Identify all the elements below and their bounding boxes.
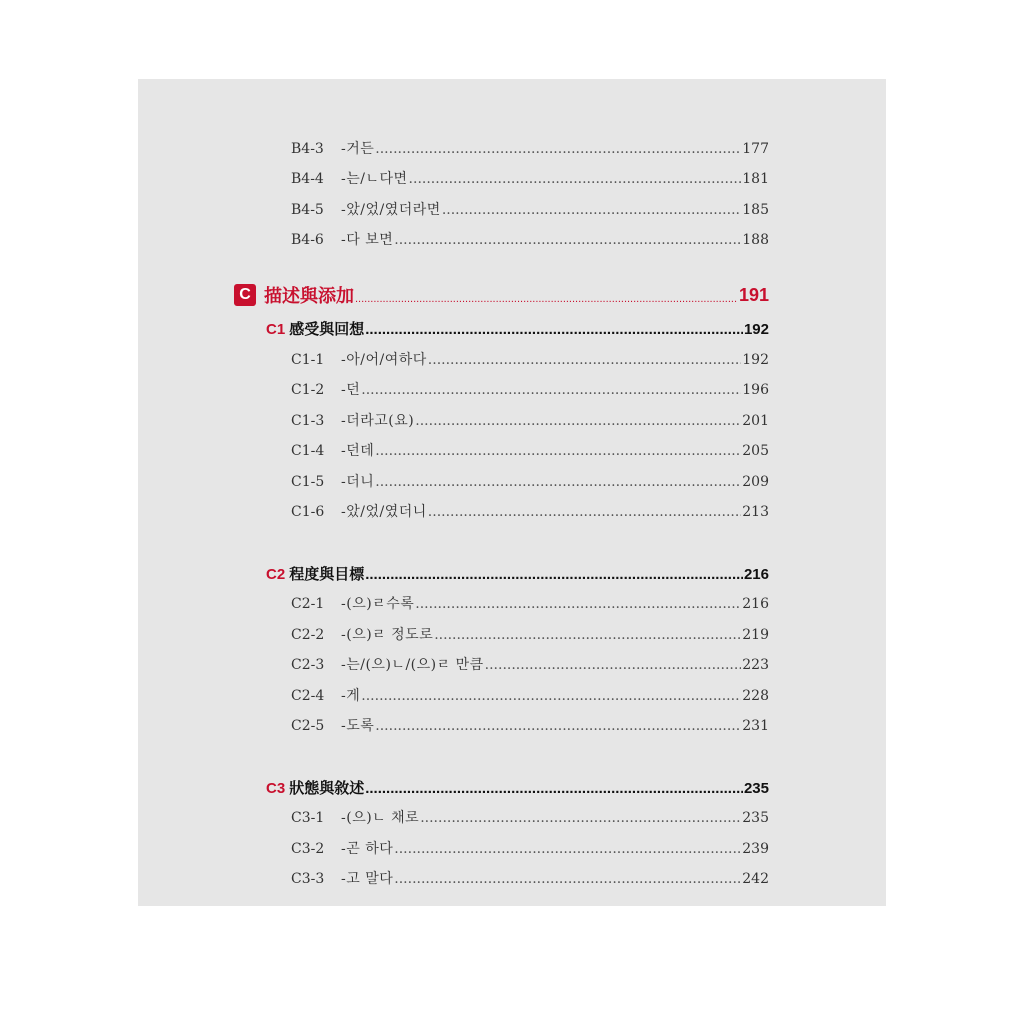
toc-entry	[291, 685, 769, 705]
toc-entry	[291, 349, 769, 369]
entry-page: 216	[742, 596, 769, 612]
toc-entry	[291, 868, 769, 888]
entry-code: C3-1	[291, 810, 325, 826]
dot-leader	[361, 382, 741, 398]
entry-title: -(으)ㄴ 채로	[341, 810, 420, 826]
entry-code: C1-1	[291, 352, 325, 368]
entry-code: C2-5	[291, 718, 325, 734]
entry-title: -았/었/였더니	[341, 504, 427, 520]
dot-leader	[428, 504, 741, 520]
entry-page: 213	[742, 504, 769, 520]
dot-leader	[355, 293, 738, 305]
entry-title: -도록	[341, 718, 375, 734]
entry-code: C2-2	[291, 627, 325, 643]
entry-page: 196	[742, 382, 769, 398]
section-page: 235	[743, 780, 769, 797]
section-heading	[266, 318, 769, 339]
toc-entry	[291, 471, 769, 491]
entry-code: C1-5	[291, 474, 325, 490]
dot-leader	[394, 841, 741, 857]
entry-title: -(으)ㄹ수록	[341, 596, 415, 612]
section-title: 程度與目標	[289, 566, 365, 583]
dot-leader	[365, 566, 743, 583]
entry-title: -더라고(요)	[341, 413, 415, 429]
dot-leader	[409, 171, 742, 187]
dot-leader	[375, 474, 741, 490]
toc-entry	[291, 138, 769, 158]
part-title: 描述與添加	[264, 286, 354, 306]
toc-entry	[291, 501, 769, 521]
entry-title: -고 말다	[341, 871, 394, 887]
section-heading	[266, 777, 769, 798]
entry-title: -아/어/여하다	[341, 352, 427, 368]
entry-title: -는/(으)ㄴ/(으)ㄹ 만큼	[341, 657, 484, 673]
dot-leader	[442, 202, 741, 218]
entry-code: B4-6	[291, 232, 324, 248]
section-heading	[266, 563, 769, 584]
entry-page: 192	[742, 352, 769, 368]
toc-entry	[291, 715, 769, 735]
entry-code: C2-3	[291, 657, 325, 673]
table-of-contents	[138, 79, 886, 906]
entry-code: C3-3	[291, 871, 325, 887]
part-badge: C	[234, 284, 256, 306]
entry-title: -더니	[341, 474, 375, 490]
dot-leader	[415, 413, 741, 429]
toc-entry	[291, 410, 769, 430]
dot-leader	[361, 688, 741, 704]
toc-entry	[291, 624, 769, 644]
entry-page: 177	[742, 141, 769, 157]
toc-entry	[291, 440, 769, 460]
entry-code: C1-2	[291, 382, 325, 398]
toc-entry	[291, 838, 769, 858]
entry-page: 231	[742, 718, 769, 734]
dot-leader	[434, 627, 741, 643]
entry-page: 219	[742, 627, 769, 643]
entry-title: -는/ㄴ다면	[341, 171, 408, 187]
section-page: 216	[743, 566, 769, 583]
dot-leader	[420, 810, 741, 826]
section-code: C1	[266, 321, 286, 338]
entry-title: -(으)ㄹ 정도로	[341, 627, 434, 643]
entry-page: 239	[742, 841, 769, 857]
dot-leader	[394, 232, 741, 248]
toc-entry	[291, 807, 769, 827]
entry-title: -던데	[341, 443, 375, 459]
toc-entry	[291, 593, 769, 613]
toc-entry	[291, 199, 769, 219]
book-page	[138, 79, 886, 906]
dot-leader	[375, 718, 741, 734]
dot-leader	[394, 871, 741, 887]
entry-code: B4-5	[291, 202, 324, 218]
entry-page: 235	[742, 810, 769, 826]
entry-page: 242	[742, 871, 769, 887]
entry-title: -다 보면	[341, 232, 394, 248]
entry-title: -게	[341, 688, 361, 704]
entry-page: 185	[742, 202, 769, 218]
toc-entry	[291, 379, 769, 399]
dot-leader	[428, 352, 741, 368]
entry-title: -거든	[341, 141, 375, 157]
entry-page: 188	[742, 232, 769, 248]
entry-title: -았/었/였더라면	[341, 202, 441, 218]
entry-code: B4-4	[291, 171, 324, 187]
section-page: 192	[743, 321, 769, 338]
dot-leader	[485, 657, 742, 673]
section-title: 狀態與敘述	[289, 780, 365, 797]
entry-page: 181	[742, 171, 769, 187]
dot-leader	[375, 141, 741, 157]
toc-entry	[291, 168, 769, 188]
section-title: 感受與回想	[289, 321, 365, 338]
entry-code: C3-2	[291, 841, 325, 857]
entry-code: C1-4	[291, 443, 325, 459]
toc-entry	[291, 654, 769, 674]
entry-code: B4-3	[291, 141, 324, 157]
entry-page: 223	[742, 657, 769, 673]
entry-title: -곤 하다	[341, 841, 394, 857]
dot-leader	[365, 780, 743, 797]
section-code: C3	[266, 780, 286, 797]
dot-leader	[375, 443, 741, 459]
entry-page: 209	[742, 474, 769, 490]
entry-code: C1-3	[291, 413, 325, 429]
entry-title: -던	[341, 382, 361, 398]
entry-code: C1-6	[291, 504, 325, 520]
part-page: 191	[738, 284, 769, 305]
dot-leader	[415, 596, 741, 612]
entry-page: 205	[742, 443, 769, 459]
entry-page: 228	[742, 688, 769, 704]
entry-page: 201	[742, 413, 769, 429]
dot-leader	[365, 321, 743, 338]
part-heading	[234, 282, 769, 308]
entry-code: C2-1	[291, 596, 325, 612]
entry-code: C2-4	[291, 688, 325, 704]
section-code: C2	[266, 566, 286, 583]
toc-entry	[291, 229, 769, 249]
